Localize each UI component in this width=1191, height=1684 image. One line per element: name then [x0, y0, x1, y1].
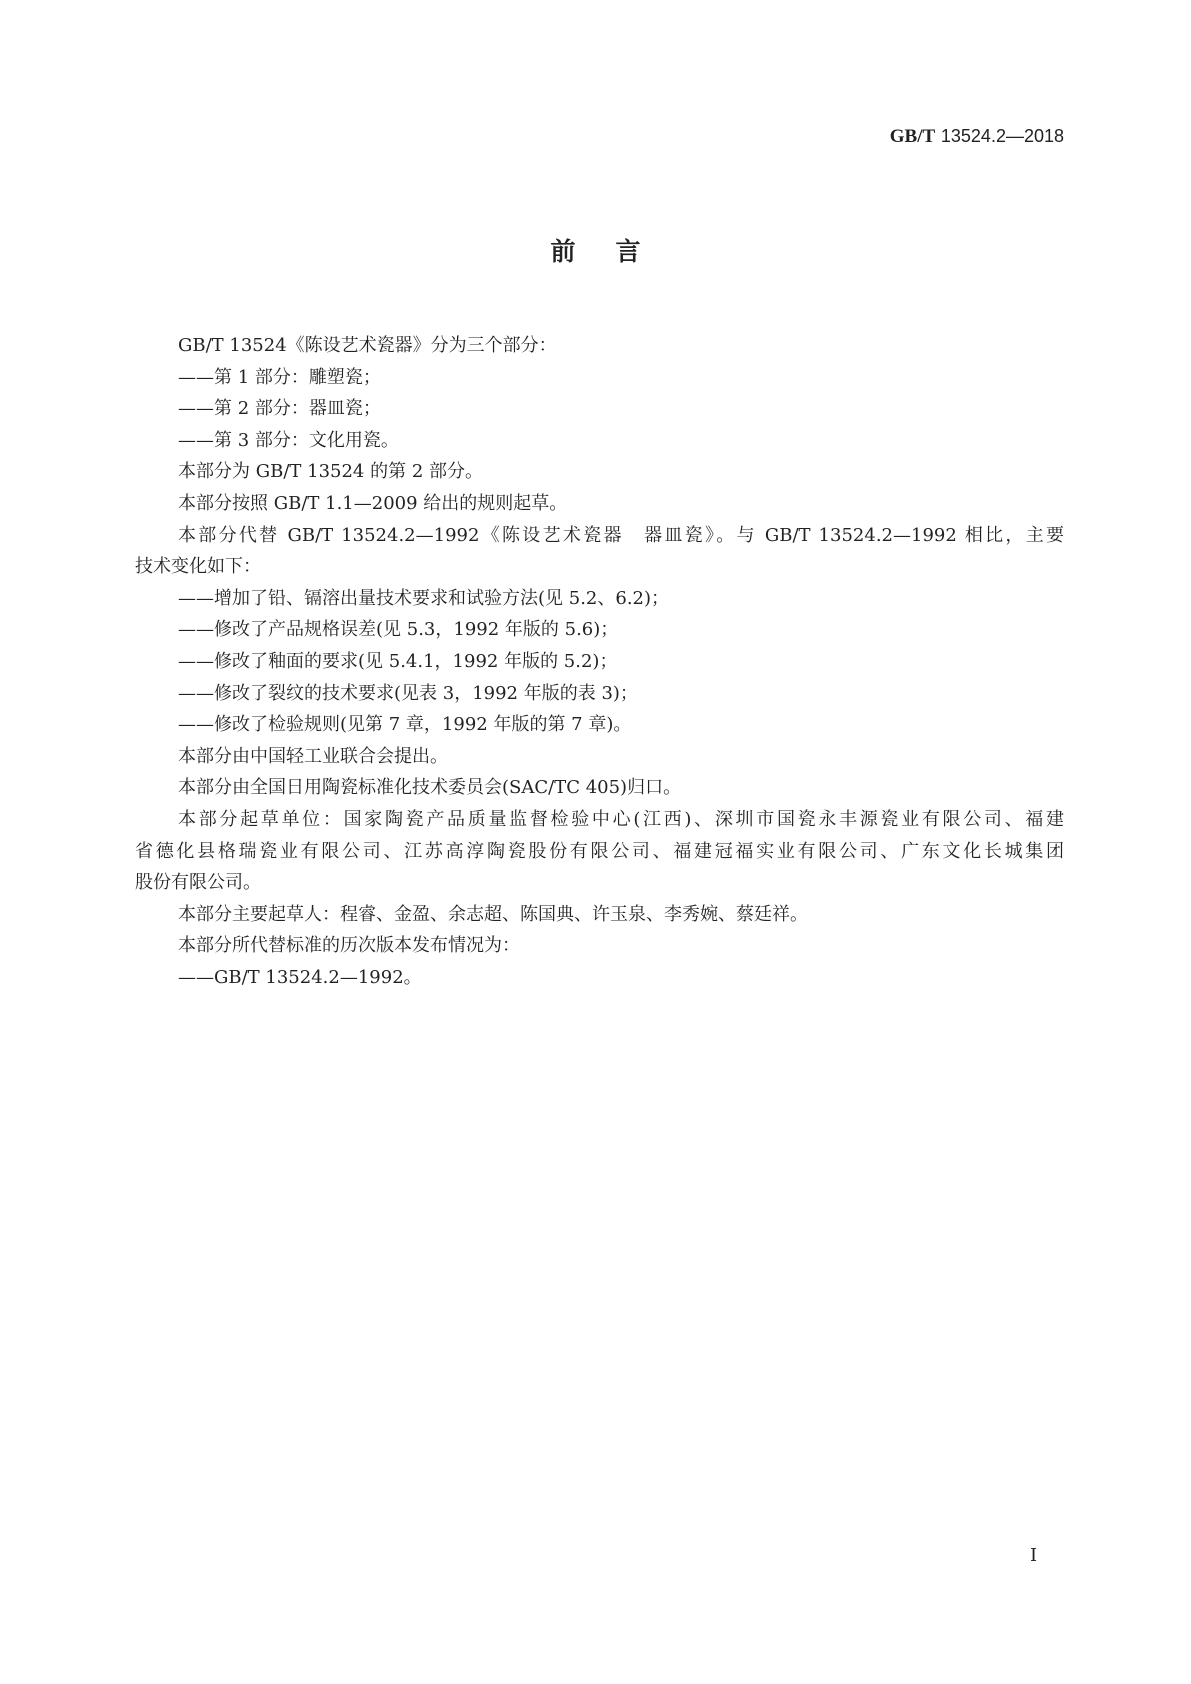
text-line: 省德化县格瑞瓷业有限公司、江苏高淳陶瓷股份有限公司、福建冠福实业有限公司、广东文化长城集团 [135, 840, 1064, 862]
foreword-body [135, 330, 1064, 993]
text-line: 本部分为 GB/T 13524 的第 2 部分。 [178, 461, 483, 483]
standard-prefix: GB/T [889, 126, 936, 147]
text-line: ——第 1 部分：雕塑瓷； [178, 366, 381, 388]
text-line: 本部分按照 GB/T 1.1—2009 给出的规则起草。 [178, 492, 568, 514]
text-line: ——增加了铅、镉溶出量技术要求和试验方法(见 5.2、6.2)； [178, 587, 670, 609]
text-line: GB/T 13524《陈设艺术瓷器》分为三个部分： [178, 335, 557, 356]
text-line: ——修改了釉面的要求(见 5.4.1，1992 年版的 5.2)； [178, 650, 618, 672]
text-line: ——修改了产品规格误差(见 5.3，1992 年版的 5.6)； [178, 619, 619, 641]
text-line: ——GB/T 13524.2—1992。 [178, 966, 422, 988]
standard-number [890, 126, 1064, 148]
text-line: ——修改了裂纹的技术要求(见表 3，1992 年版的表 3)； [178, 682, 638, 704]
text-line: ——第 2 部分：器皿瓷； [178, 398, 381, 420]
text-line: 技术变化如下： [135, 556, 261, 578]
text-line: 本部分由中国轻工业联合会提出。 [178, 745, 448, 767]
text-line: 本部分代替 GB/T 13524.2—1992《陈设艺术瓷器 器皿瓷》。与 GB/T 13524.2—1992 相比，主要 [178, 524, 1064, 546]
text-line: ——第 3 部分：文化用瓷。 [178, 429, 399, 451]
text-line: 本部分起草单位：国家陶瓷产品质量监督检验中心(江西)、深圳市国瓷永丰源瓷业有限公司、福建 [178, 808, 1064, 830]
text-line: 本部分所代替标准的历次版本发布情况为： [178, 935, 520, 957]
text-line: 本部分由全国日用陶瓷标准化技术委员会(SAC/TC 405)归口。 [178, 777, 682, 799]
page-title: 前言 [550, 237, 681, 266]
text-line: 本部分主要起草人：程睿、金盈、余志超、陈国典、许玉泉、李秀婉、蔡廷祥。 [178, 903, 808, 925]
page-number: I [1030, 1545, 1038, 1566]
standard-code: 13524.2—2018 [940, 126, 1064, 146]
text-line: 股份有限公司。 [135, 872, 261, 894]
text-line: ——修改了检验规则(见第 7 章，1992 年版的第 7 章)。 [178, 714, 632, 736]
